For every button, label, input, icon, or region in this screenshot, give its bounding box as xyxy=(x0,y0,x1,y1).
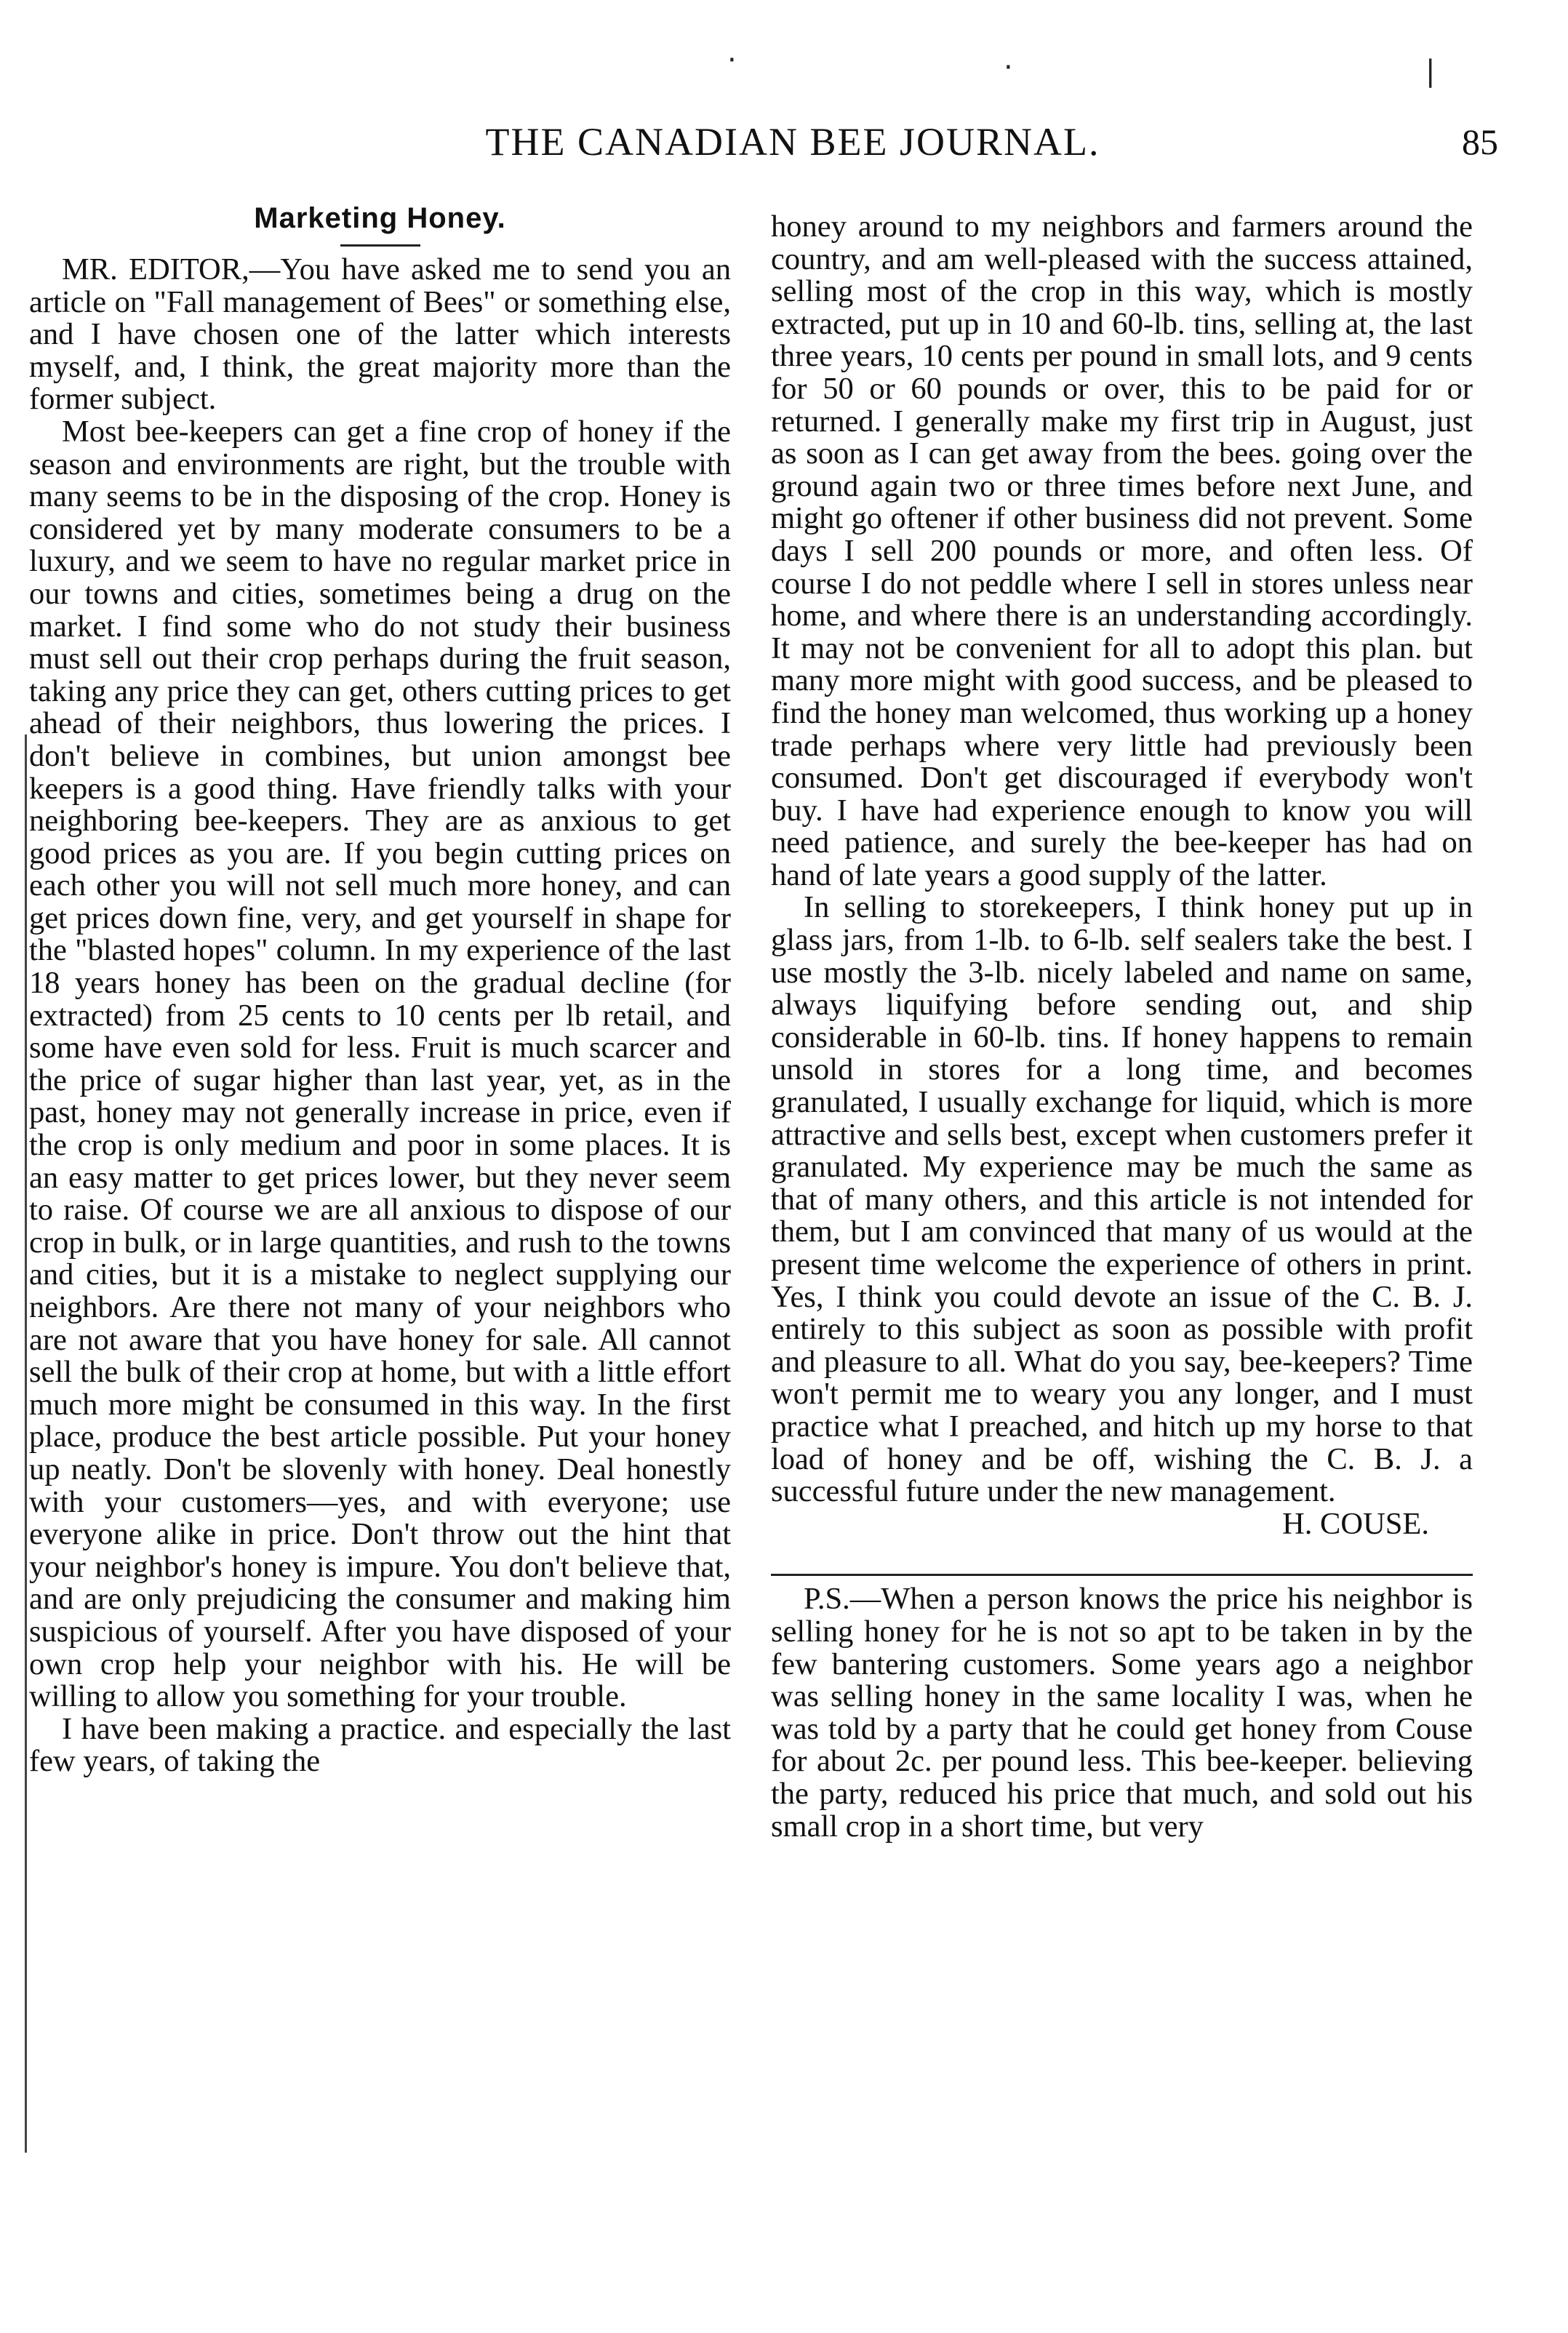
paragraph: Most bee-keepers can get a fine crop of honey if the season and environments are right, but the trouble with many seems to be in the disposing of the crop. Honey is considered yet by many moderate consumers to be a luxury, and we seem to have no regular market price in our towns and cities, sometimes being a drug on the market. I find some who do not study their business must sell out their crop perhaps during the fruit season, taking any price they can get, others cutting prices to get ahead of their neighbors, thus lowering the prices. I don't believe in combines, but union amongst bee keepers is a good thing. Have friendly talks with your neighboring bee-keepers. They are as anxious to get good prices as you are. If you begin cutting prices on each other you will not sell much more honey, and can get prices down fine, very, and get yourself in shape for the "blasted hopes" column. In my experience of the last 18 years honey has been on the gradual decline (for extracted) from 25 cents to 10 cents per lb retail, and some have even sold for less. Fruit is much scarcer and the price of sugar higher than last year, yet, as in the past, honey may not generally increase in price, even if the crop is only medium and poor in some places. It is an easy matter to get prices lower, but they never seem to raise. Of course we are all anxious to dispose of our crop in bulk, or in large quantities, and rush to the towns and cities, but it is a mistake to neglect supplying our neighbors. Are there not many of your neighbors who are not aware that you have honey for sale. All cannot sell the bulk of their crop at home, but with a little effort much more might be consumed in this way. In the first place, produce the best article possible. Put your honey up neatly. Don't be slovenly with honey. Deal honestly with your customers—yes, and with everyone; use everyone alike in price. Don't throw out the hint that your neighbor's honey is impure. You don't believe that, and are only prejudicing the consumer and making him suspicious of yourself. After you have disposed of your own crop help your neighbor with his. He will be willing to allow you something for your trouble. xyxy=(29,414,731,1714)
author-signature: H. COUSE. xyxy=(1282,1506,1429,1541)
right-column xyxy=(771,211,1473,1843)
print-speck: · xyxy=(1004,51,1013,84)
postscript-block xyxy=(771,1574,1473,1843)
paragraph: In selling to storekeepers, I think honey put up in glass jars, from 1-lb. to 6-lb. self sealers take the best. I use mostly the 3-lb. nicely labeled and name on same, always liquifying before sending out, and ship considerable in 60-lb. tins. If honey happens to remain unsold in stores for a long time, and becomes granulated, I usually exchange for liquid, which is more attractive and sells best, except when customers prefer it granulated. My experience may be much the same as that of many others, and this article is not intended for them, but I am convinced that many of us would at the present time welcome the experience of others in print. Yes, I think you could devote an issue of the C. B. J. entirely to this subject as soon as possible with profit and pleasure to all. What do you say, bee-keepers? Time won't permit me to weary you any longer, and I must practice what I preached, and hitch up my horse to that load of honey and be off, wishing the C. B. J. a successful future under the new management. xyxy=(771,890,1473,1509)
page-number: 85 xyxy=(1462,121,1498,162)
postscript: P.S.—When a person knows the price his neighbor is selling honey for he is not so apt to be taken in by the few bantering customers. Some years ago a neighbor was selling honey in the same locality I was, when he was told by a party that he could get honey from Couse for about 2c. per pound less. This bee-keeper. believing the party, reduced his price that much, and sold out his small crop in a short time, but very xyxy=(771,1582,1473,1844)
title-rule xyxy=(340,244,420,247)
paragraph: honey around to my neighbors and farmers around the country, and am well-pleased with the success attained, selling most of the crop in this way, which is mostly extracted, put up in 10 and 60-lb. tins, selling at, the last three years, 10 cents per pound in small lots, and 9 cents for 50 or 60 pounds or over, this to be paid for or returned. I generally make my first trip in August, just as soon as I can get away from the bees. going over the ground again two or three times before next June, and might go oftener if other business did not prevent. Some days I sell 200 pounds or more, and often less. Of course I do not peddle where I sell in stores unless near home, and where there is an understanding accordingly. It may not be convenient for all to adopt this plan. but many more might with good success, and be pleased to find the honey man welcomed, thus working up a honey trade perhaps where very little had previously been consumed. Don't get discouraged if everybody won't buy. I have had experience enough to know you will need patience, and surely the bee-keeper has had on hand of late years a good supply of the latter. xyxy=(771,209,1473,892)
print-speck: · xyxy=(727,44,737,77)
paragraph: MR. EDITOR,—You have asked me to send you an article on "Fall management of Bees" or something else, and I have chosen one of the latter which interests myself, and, I think, the great majority more than the former subject. xyxy=(29,252,731,417)
left-column xyxy=(29,196,731,1778)
journal-title: THE CANADIAN BEE JOURNAL. xyxy=(485,120,1100,164)
article-title: Marketing Honey. xyxy=(254,202,506,234)
paragraph: I have been making a practice. and especially the last few years, of taking the xyxy=(29,1711,731,1779)
print-speck: | xyxy=(1425,55,1436,88)
column-margin-rule xyxy=(25,735,27,2153)
running-head xyxy=(0,116,1568,167)
